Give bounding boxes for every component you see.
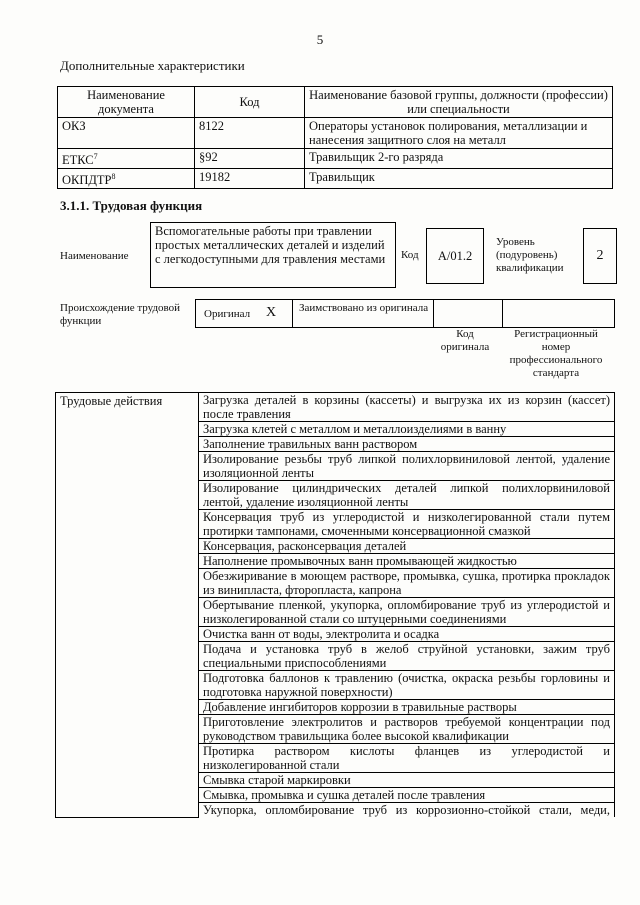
labor-action-item: Изолирование цилиндрических деталей липкой полихлорвиниловой лентой, удаление изоляционной ленты xyxy=(199,481,615,510)
row-doc xyxy=(58,149,195,169)
doc-name: ЕТКС xyxy=(62,153,94,168)
table-header-row xyxy=(58,87,613,118)
extra-characteristics-table xyxy=(57,86,613,189)
original-cell xyxy=(196,300,293,327)
labor-action-item: Загрузка деталей в корзины (кассеты) и выгрузка их из корзин (кассет) после травления xyxy=(199,393,615,422)
labor-action-item: Укупорка, опломбирование труб из коррозионно-стойкой стали, меди, xyxy=(199,803,615,818)
row-doc xyxy=(58,169,195,189)
function-code-box xyxy=(426,228,484,284)
labor-action-item: Очистка ванн от воды, электролита и осадка xyxy=(199,627,615,642)
header-code: Код xyxy=(195,87,305,118)
table-row xyxy=(58,169,613,189)
extra-characteristics-title: Дополнительные характеристики xyxy=(60,58,245,73)
qualification-level-label: Уровень (подуровень) квалификации xyxy=(496,236,564,274)
labor-action-item: Консервация труб из углеродистой и низколегированной стали путем протирки тампонами, смоченными консервационной смазкой xyxy=(199,510,615,539)
borrowed-label: Заимствовано из оригинала xyxy=(299,302,429,314)
code-label: Код xyxy=(401,249,419,261)
row-doc xyxy=(58,118,195,149)
actions-row xyxy=(56,393,615,422)
row-code: 19182 xyxy=(195,169,305,189)
orig-code-label: Код оригинала xyxy=(440,328,490,353)
footnote-mark: 8 xyxy=(111,172,116,182)
table-row xyxy=(58,118,613,149)
labor-action-item: Загрузка клетей с металлом и металлоизделиями в ванну xyxy=(199,422,615,437)
labor-actions-table xyxy=(55,392,615,818)
labor-actions-label: Трудовые действия xyxy=(56,393,199,818)
labor-action-item: Заполнение травильных ванн раствором xyxy=(199,437,615,452)
row-name: Травильщик 2-го разряда xyxy=(305,149,613,169)
labor-action-item: Смывка старой маркировки xyxy=(199,773,615,788)
footnote-mark: 7 xyxy=(93,152,98,161)
qualification-level-box xyxy=(583,228,617,284)
function-code: A/01.2 xyxy=(437,249,473,263)
labor-action-item: Консервация, расконсервация деталей xyxy=(199,539,615,554)
reg-number-label: Регистрационный номер профессионального стандарта xyxy=(509,328,603,379)
labor-action-item: Смывка, промывка и сушка деталей после травления xyxy=(199,788,615,803)
page-number: 5 xyxy=(316,32,324,47)
labor-action-item: Добавление ингибиторов коррозии в травильные растворы xyxy=(199,700,615,715)
original-label: Оригинал xyxy=(204,308,251,320)
name-label: Наименование xyxy=(60,250,129,262)
labor-action-item: Обезжиривание в моющем растворе, промывка, сушка, протирка прокладок из винипласта, фторопласта, капрона xyxy=(199,569,615,598)
row-code: 8122 xyxy=(195,118,305,149)
table-row xyxy=(58,149,613,169)
origin-boxes xyxy=(195,299,615,328)
labor-action-item: Протирка раствором кислоты фланцев из углеродистой и низколегированной стали xyxy=(199,744,615,773)
header-document: Наименование документа xyxy=(58,87,195,118)
row-code: §92 xyxy=(195,149,305,169)
labor-action-item: Наполнение промывочных ванн промывающей жидкостью xyxy=(199,554,615,569)
origin-label: Происхождение трудовой функции xyxy=(60,302,181,327)
function-name-box xyxy=(150,222,396,288)
original-mark: X xyxy=(266,305,277,320)
row-name: Операторы установок полирования, металлизации и нанесения защитного слоя на металл xyxy=(305,118,613,149)
function-name: Вспомогательные работы при травлении простых металлических деталей и изделий с легкодоступными для травления местами xyxy=(155,224,386,266)
labor-action-item: Изолирование резьбы труб липкой полихлорвиниловой лентой, удаление изоляционной ленты xyxy=(199,452,615,481)
doc-name: ОКПДТР xyxy=(62,173,112,188)
orig-code-cell xyxy=(433,300,503,327)
row-name: Травильщик xyxy=(305,169,613,189)
labor-function-heading: 3.1.1. Трудовая функция xyxy=(60,198,203,213)
qualification-level: 2 xyxy=(596,248,604,263)
labor-action-item: Приготовление электролитов и растворов требуемой концентрации под руководством травильщика более высокой квалификации xyxy=(199,715,615,744)
labor-action-item: Подача и установка труб в желоб струйной установки, зажим труб специальными приспособлениями xyxy=(199,642,615,671)
labor-action-item: Обертывание пленкой, укупорка, опломбирование труб из углеродистой и низколегированной стали со штуцерными соединениями xyxy=(199,598,615,627)
header-group-name: Наименование базовой группы, должности (профессии) или специальности xyxy=(305,87,613,118)
labor-action-item: Подготовка баллонов к травлению (очистка, окраска резьбы горловины и подготовка наружной поверхности) xyxy=(199,671,615,700)
doc-name: ОКЗ xyxy=(62,119,86,133)
